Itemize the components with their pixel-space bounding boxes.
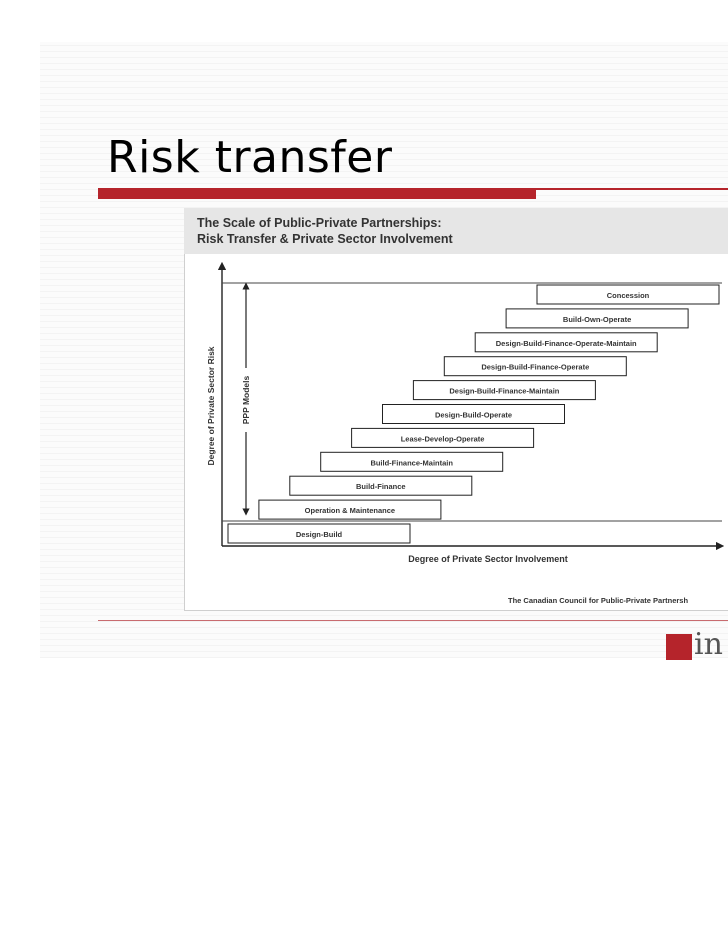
source-credit: The Canadian Council for Public-Private Partnersh xyxy=(508,596,689,605)
y-axis-label: Degree of Private Sector Risk xyxy=(206,346,216,466)
ppp-models-label: PPP Models xyxy=(241,375,251,425)
logo-mark xyxy=(666,634,692,660)
model-step-label: Concession xyxy=(606,291,650,300)
model-step-label: Lease-Develop-Operate xyxy=(400,434,485,444)
model-step-label: Build-Finance-Maintain xyxy=(370,458,453,468)
model-step-label: Build-Finance xyxy=(356,482,406,492)
figure-title-line1: The Scale of Public-Private Partnerships: xyxy=(197,216,442,230)
model-step-label: Design-Build xyxy=(295,530,343,539)
model-step-label: Design-Build-Operate xyxy=(434,410,513,420)
model-step-label: Design-Build-Finance-Operate-Maintain xyxy=(495,338,637,348)
model-step-label: Build-Own-Operate xyxy=(562,314,632,324)
model-step-label: Design-Build-Finance-Operate xyxy=(481,362,590,372)
figure-title-line2: Risk Transfer & Private Sector Involvement xyxy=(197,232,453,246)
company-logo xyxy=(666,627,728,662)
logo-text: in xyxy=(694,627,723,662)
footer-rule xyxy=(98,620,728,621)
model-step-label: Operation & Maintenance xyxy=(304,506,396,516)
model-steps xyxy=(228,285,719,543)
x-axis-label: Degree of Private Sector Involvement xyxy=(408,554,568,564)
slide-title: Risk transfer xyxy=(107,132,393,183)
model-step-label: Design-Build-Finance-Maintain xyxy=(449,386,560,396)
